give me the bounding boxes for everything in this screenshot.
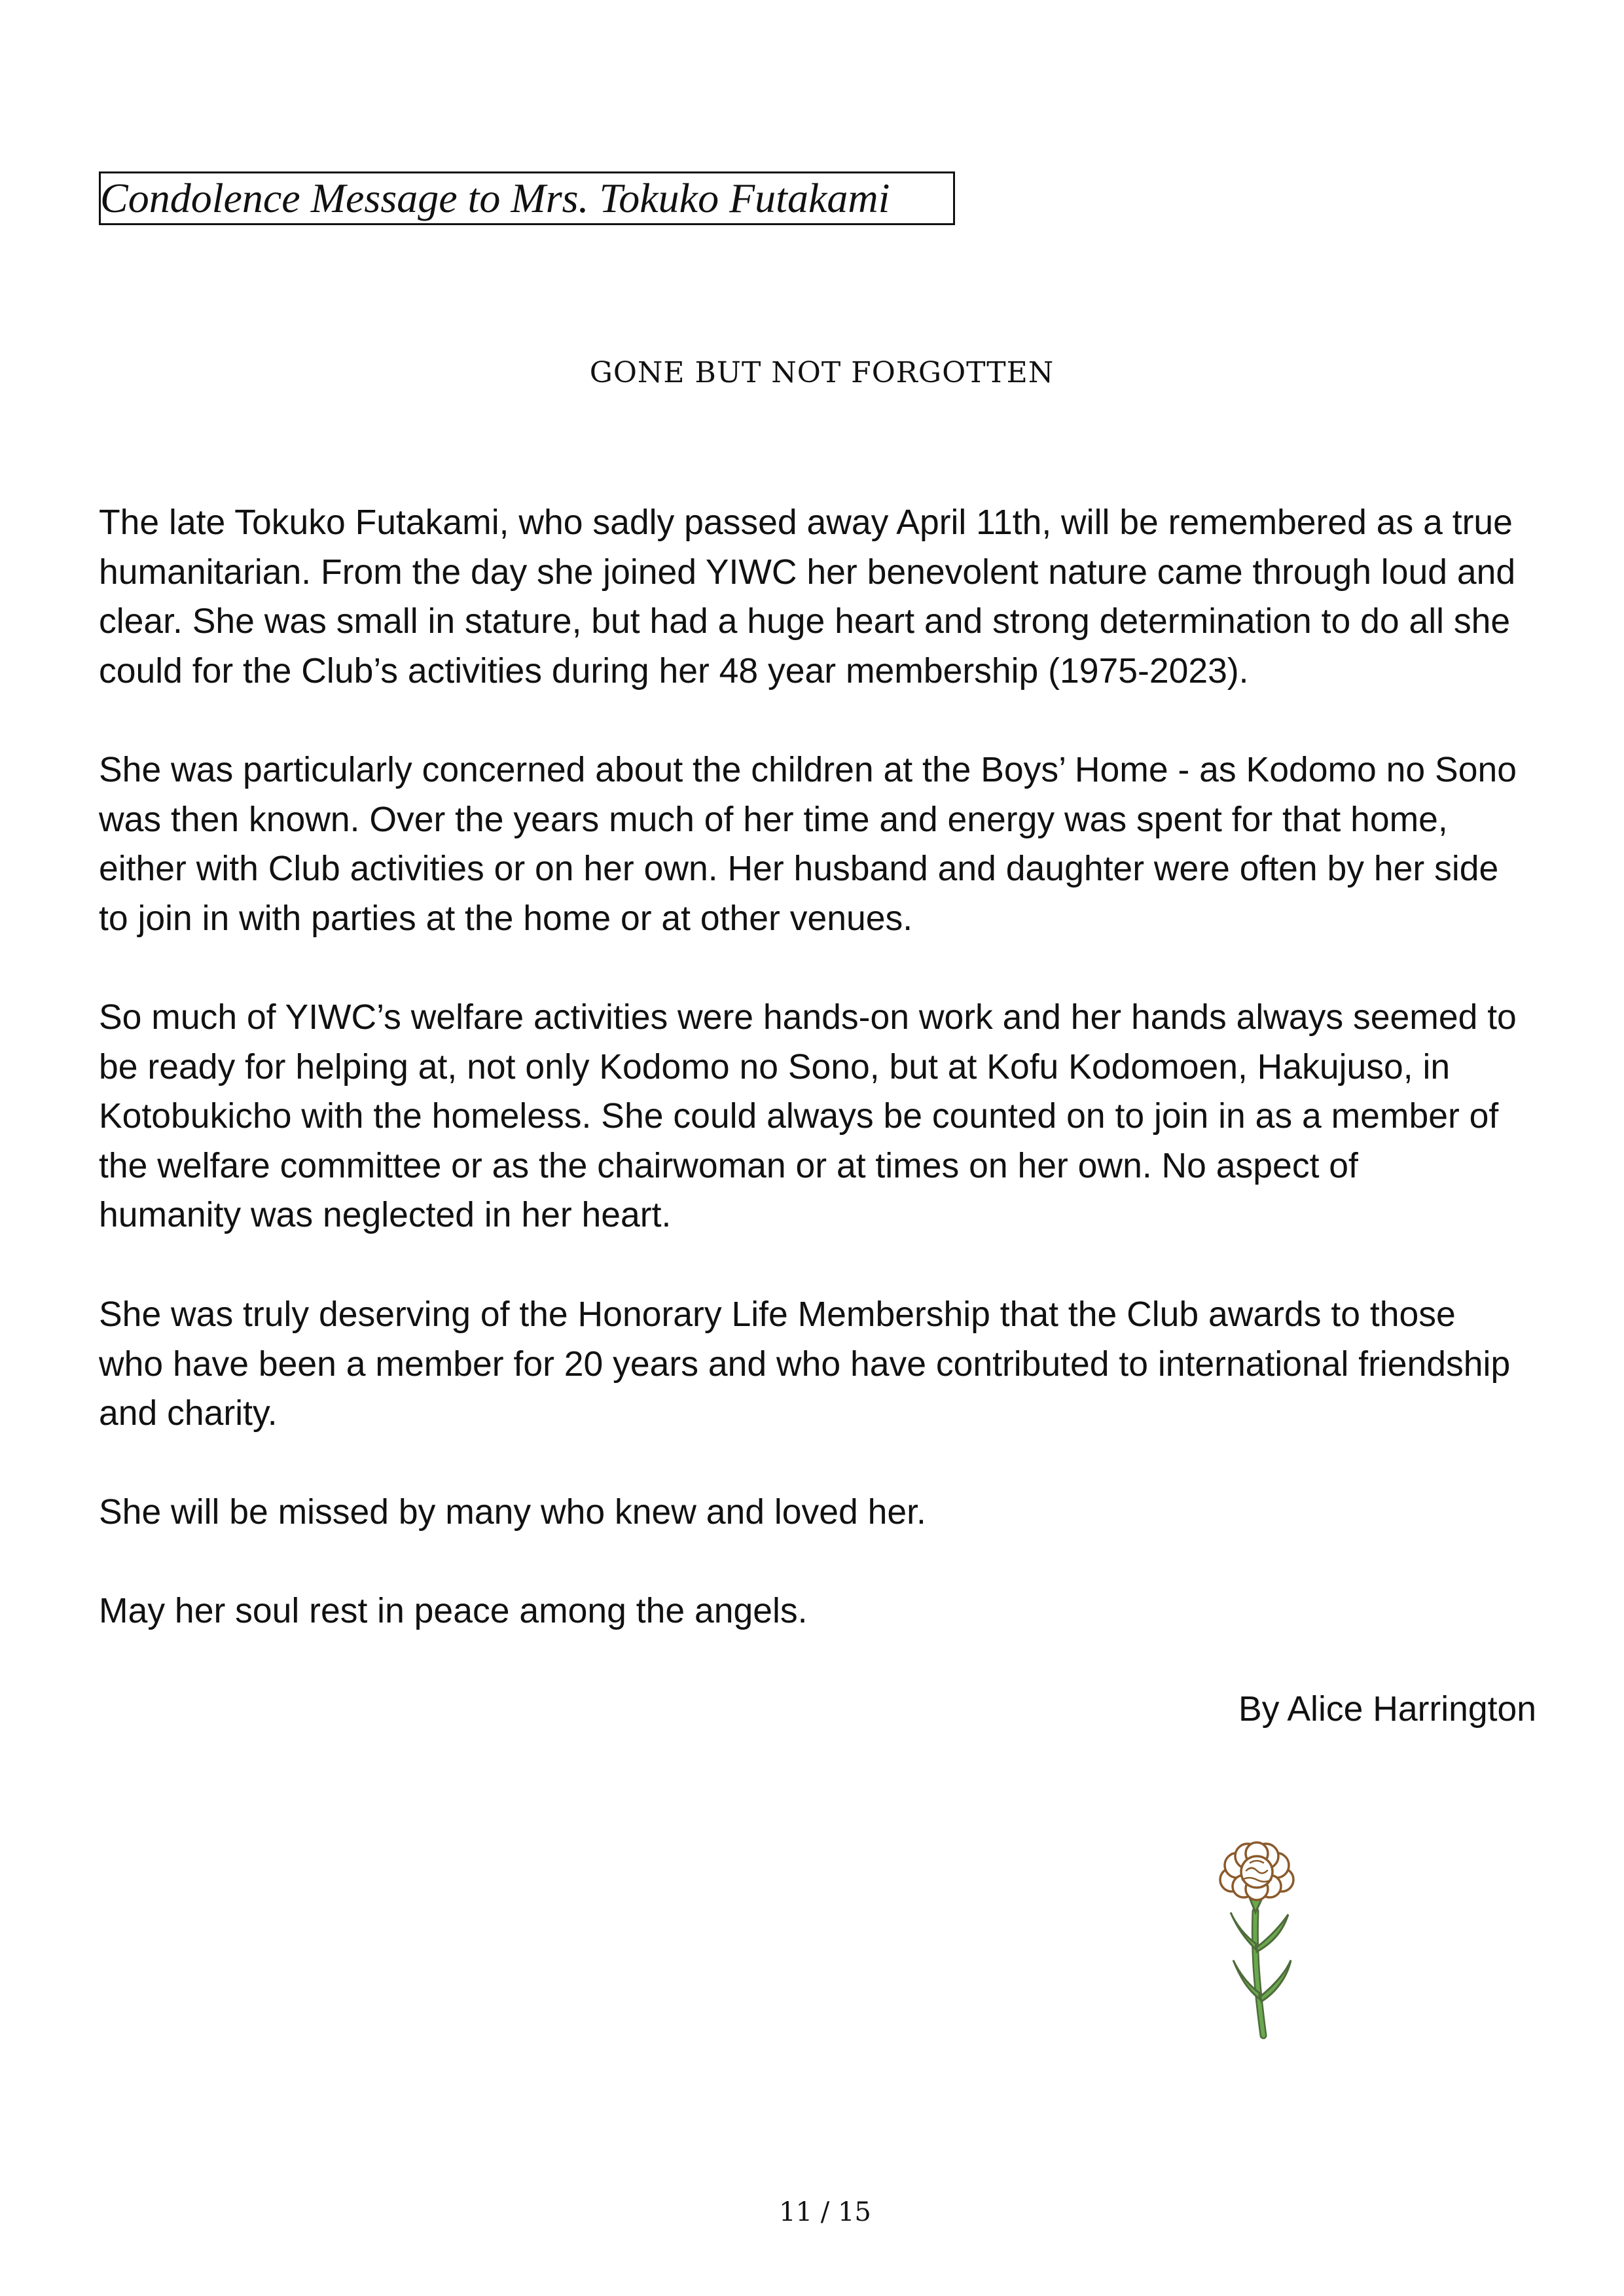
paragraph-line: May her soul rest in peace among the angels. [99,1592,808,1630]
paragraph-line: She was truly deserving of the Honorary Life Membership that the Club awards to those [99,1295,1456,1334]
leaf-lower-right [1261,1960,1291,2001]
paragraph-line: to join in with parties at the home or at other venues. [99,899,913,938]
paragraph-5 [99,1488,1545,1537]
signature: By Alice Harrington [1238,1690,1536,1729]
paragraph-line: Kotobukicho with the homeless. She could always be counted on to join in as a member of [99,1097,1499,1136]
paragraph-2 [99,745,1545,943]
paragraph-line: who have been a member for 20 years and who have contributed to international friendship [99,1344,1511,1384]
leaf-upper-right [1257,1914,1288,1952]
paragraph-line: She was particularly concerned about the children at the Boys’ Home - as Kodomo no Sono [99,751,1517,789]
paragraph-line: and charity. [99,1394,278,1433]
paragraph-line: either with Club activities or on her own. Her husband and daughter were often by her side [99,850,1499,888]
paragraph-line: the welfare committee or as the chairwoman or at times on her own. No aspect of [99,1146,1358,1185]
paragraph-line: The late Tokuko Futakami, who sadly passed away April 11th, will be remembered as a true [99,503,1513,542]
page-number: 11 / 15 [779,2197,871,2227]
paragraph-4 [99,1290,1545,1439]
paragraph-line: She will be missed by many who knew and loved her. [99,1493,926,1532]
paragraph-line: humanitarian. From the day she joined YIWC her benevolent nature came through loud and [99,552,1516,592]
paragraph-line: was then known. Over the years much of her time and energy was spent for that home, [99,800,1448,839]
paragraph-line: clear. She was small in stature, but had a huge heart and strong determination to do all she [99,602,1511,641]
page-title: Condolence Message to Mrs. Tokuko Futakami [100,175,890,221]
paragraph-6 [99,1587,1545,1636]
subtitle: GONE BUT NOT FORGOTTEN [589,356,1055,389]
paragraph-line: So much of YIWC’s welfare activities were hands-on work and her hands always seemed to [99,998,1517,1037]
paragraph-1 [99,498,1545,696]
paragraph-line: be ready for helping at, not only Kodomo no Sono, but at Kofu Kodomoen, Hakujuso, in [99,1047,1451,1086]
paragraph-line: humanity was neglected in her heart. [99,1196,672,1234]
carnation-flower-icon [1191,1833,1322,2049]
paragraph-line: could for the Club’s activities during her 48 year membership (1975-2023). [99,651,1249,691]
paragraph-3 [99,993,1545,1240]
